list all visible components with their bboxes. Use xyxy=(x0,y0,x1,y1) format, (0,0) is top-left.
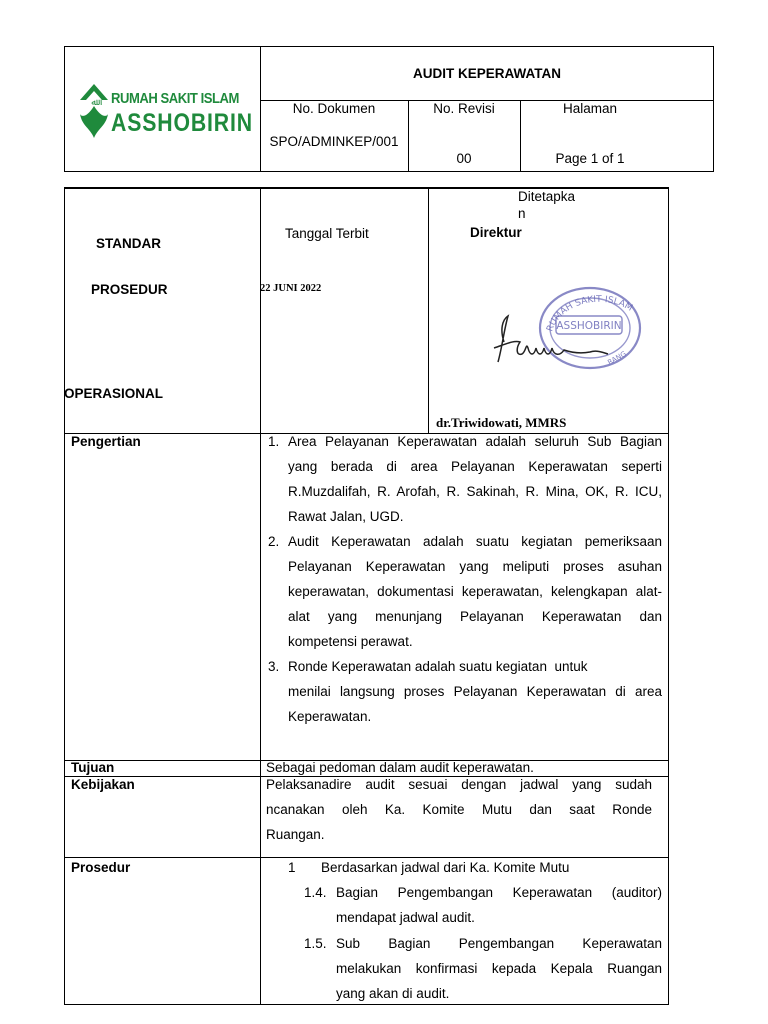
tujuan-label: Tujuan xyxy=(71,760,115,775)
doc-number-label: No. Dokumen xyxy=(292,101,376,116)
document-title: AUDIT KEPERAWATAN xyxy=(413,66,561,81)
prosedur-title-label: PROSEDUR xyxy=(91,282,168,297)
official-stamp xyxy=(490,282,650,382)
substep-line: melakukan konfirmasi kepada Kepala Ruangan xyxy=(336,961,662,976)
list-number: 3. xyxy=(268,659,280,674)
list-line: Keperawatan. xyxy=(288,709,372,724)
list-line: Rawat Jalan, UGD. xyxy=(288,509,404,524)
prosedur-step-text: Berdasarkan jadwal dari Ka. Komite Mutu xyxy=(321,860,570,875)
substep-number: 1.4. xyxy=(304,885,327,900)
kebijakan-line: Ruangan. xyxy=(266,827,325,842)
list-line: Ronde Keperawatan adalah suatu kegiatan untuk xyxy=(288,659,588,674)
list-line: yang berada di area Pelayanan Keperawatan seperti xyxy=(288,459,662,474)
substep-line: Bagian Pengembangan Keperawatan (auditor) xyxy=(336,885,662,900)
substep-line: mendapat jadwal audit. xyxy=(336,910,475,925)
prosedur-label: Prosedur xyxy=(71,860,131,875)
kebijakan-line: Pelaksanadire audit sesuai dengan jadwal yang sudah xyxy=(266,777,652,792)
kebijakan-line: ncanakan oleh Ka. Komite Mutu dan saat Ronde xyxy=(266,802,652,817)
list-line: Area Pelayanan Keperawatan adalah seluruh Sub Bagian xyxy=(288,434,662,449)
revision-value: 00 xyxy=(456,151,472,166)
operasional-label: OPERASIONAL xyxy=(64,386,164,401)
director-name: dr.Triwidowati, MMRS xyxy=(436,415,567,430)
list-line: R.Muzdalifah, R. Arofah, R. Sakinah, R. Mina, OK, R. ICU, xyxy=(288,484,662,499)
page-label: Halaman xyxy=(562,101,618,116)
logo-emblem-icon xyxy=(78,82,110,138)
list-number: 2. xyxy=(268,534,280,549)
issue-date-value: 22 JUNI 2022 xyxy=(260,283,322,294)
ditetapkan-line-2: n xyxy=(518,206,526,221)
logo-line-2: ASSHOBIRIN xyxy=(111,109,253,137)
logo-line-1: RUMAH SAKIT ISLAM xyxy=(111,91,239,107)
stamp-name-text: ASSHOBIRIN xyxy=(556,320,622,332)
stamp-bottom-text: RANG xyxy=(606,349,628,367)
kebijakan-label: Kebijakan xyxy=(71,777,135,792)
stamp-arc-text: RUMAH SAKIT ISLAM xyxy=(545,294,635,334)
prosedur-step-number: 1 xyxy=(288,860,296,875)
tujuan-text: Sebagai pedoman dalam audit keperawatan. xyxy=(266,760,534,775)
doc-number-value: SPO/ADMINKEP/001 xyxy=(269,134,399,149)
substep-line: yang akan di audit. xyxy=(336,986,450,1001)
list-line: kompetensi perawat. xyxy=(288,634,413,649)
page-value: Page 1 of 1 xyxy=(555,151,625,166)
revision-label: No. Revisi xyxy=(433,101,495,116)
list-line: menilai langsung proses Pelayanan Keperawatan di area xyxy=(288,684,662,699)
list-number: 1. xyxy=(268,434,280,449)
issue-date-label: Tanggal Terbit xyxy=(285,226,369,241)
ditetapkan-line-1: Ditetapka xyxy=(518,189,576,204)
direktur-label: Direktur xyxy=(470,225,522,240)
stamp-graphic xyxy=(490,282,650,382)
pengertian-label: Pengertian xyxy=(71,434,141,449)
list-line: Pelayanan Keperawatan yang meliputi proses asuhan xyxy=(288,559,662,574)
list-line: Audit Keperawatan adalah suatu kegiatan pemeriksaan xyxy=(288,534,662,549)
list-line: keperawatan, dokumentasi keperawatan, kelengkapan alat- xyxy=(288,584,662,599)
standar-label: STANDAR xyxy=(96,236,161,251)
substep-number: 1.5. xyxy=(304,936,327,951)
hospital-logo xyxy=(78,82,253,142)
list-line: alat yang menunjang Pelayanan Keperawatan dan xyxy=(288,609,662,624)
svg-text:ﷲ: ﷲ xyxy=(91,98,97,108)
substep-line: Sub Bagian Pengembangan Keperawatan xyxy=(336,936,662,951)
